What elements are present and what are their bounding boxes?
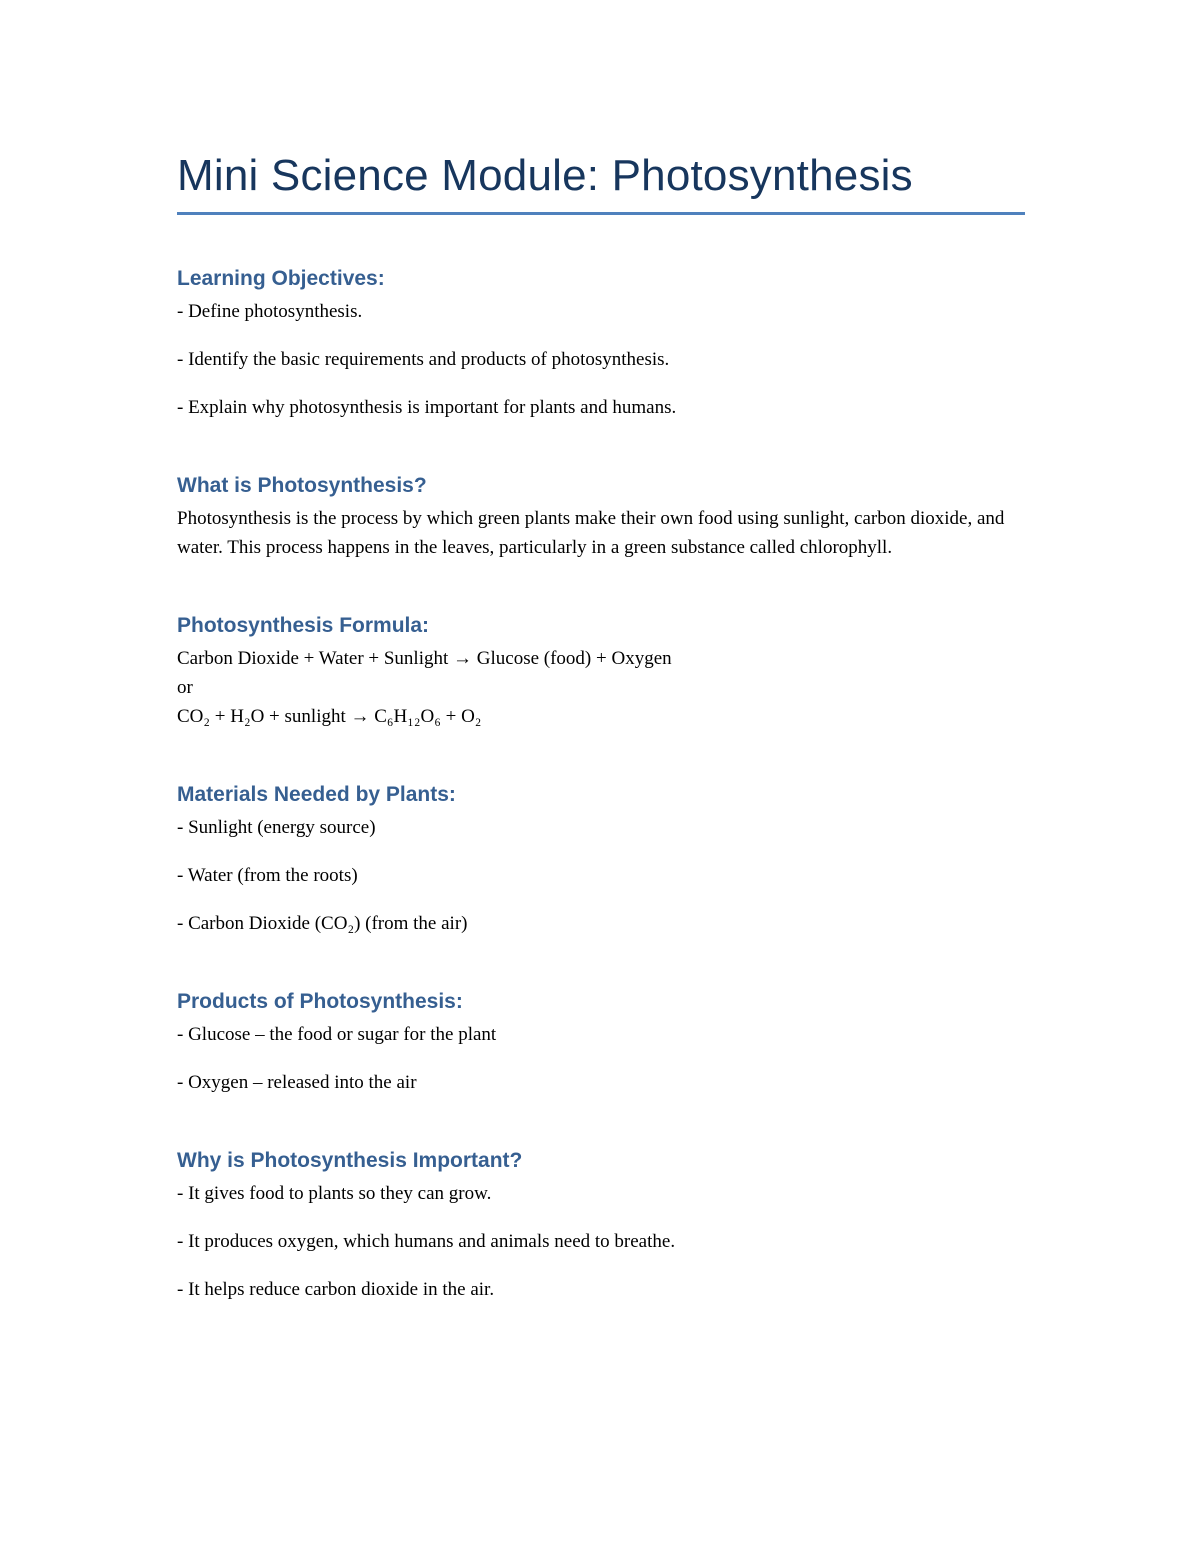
material-item: - Sunlight (energy source) [177,817,376,838]
learning-objectives-heading: Learning Objectives: [177,267,385,290]
document-title: Mini Science Module: Photosynthesis [177,151,913,200]
objective-item: - Define photosynthesis. [177,301,363,322]
word-formula: Carbon Dioxide + Water + Sunlight → Glucose (food) + Oxygen [177,648,672,669]
objective-item: - Identify the basic requirements and products of photosynthesis. [177,349,670,370]
importance-item: - It gives food to plants so they can grow. [177,1183,492,1204]
importance-section [177,1147,1025,1304]
formula-or: or [177,677,193,698]
material-item: - Water (from the roots) [177,865,358,886]
importance-item: - It produces oxygen, which humans and animals need to breathe. [177,1231,676,1252]
what-is-section [177,472,1025,562]
material-item: - Carbon Dioxide (CO₂) (from the air) [177,913,468,934]
title-underline-rule [177,212,1025,215]
importance-heading: Why is Photosynthesis Important? [177,1149,523,1172]
materials-heading: Materials Needed by Plants: [177,783,456,806]
product-item: - Oxygen – released into the air [177,1072,417,1093]
formula-section [177,612,1025,731]
formula-heading: Photosynthesis Formula: [177,614,430,637]
learning-objectives-section [177,265,1025,422]
importance-item: - It helps reduce carbon dioxide in the air. [177,1279,495,1300]
what-is-heading: What is Photosynthesis? [177,474,427,497]
products-heading: Products of Photosynthesis: [177,990,463,1013]
materials-section [177,781,1025,938]
products-section [177,988,1025,1097]
objective-item: - Explain why photosynthesis is important for plants and humans. [177,397,677,418]
document-content [177,148,1025,1304]
chemical-formula: CO₂ + H₂O + sunlight → C₆H₁₂O₆ + O₂ [177,706,482,727]
what-is-paragraph: Photosynthesis is the process by which green plants make their own food using sunlight, carbon dioxide, and water. This process happens in the leaves, particularly in a green substance called chlorophyll. [177,508,1005,558]
product-item: - Glucose – the food or sugar for the plant [177,1024,497,1045]
